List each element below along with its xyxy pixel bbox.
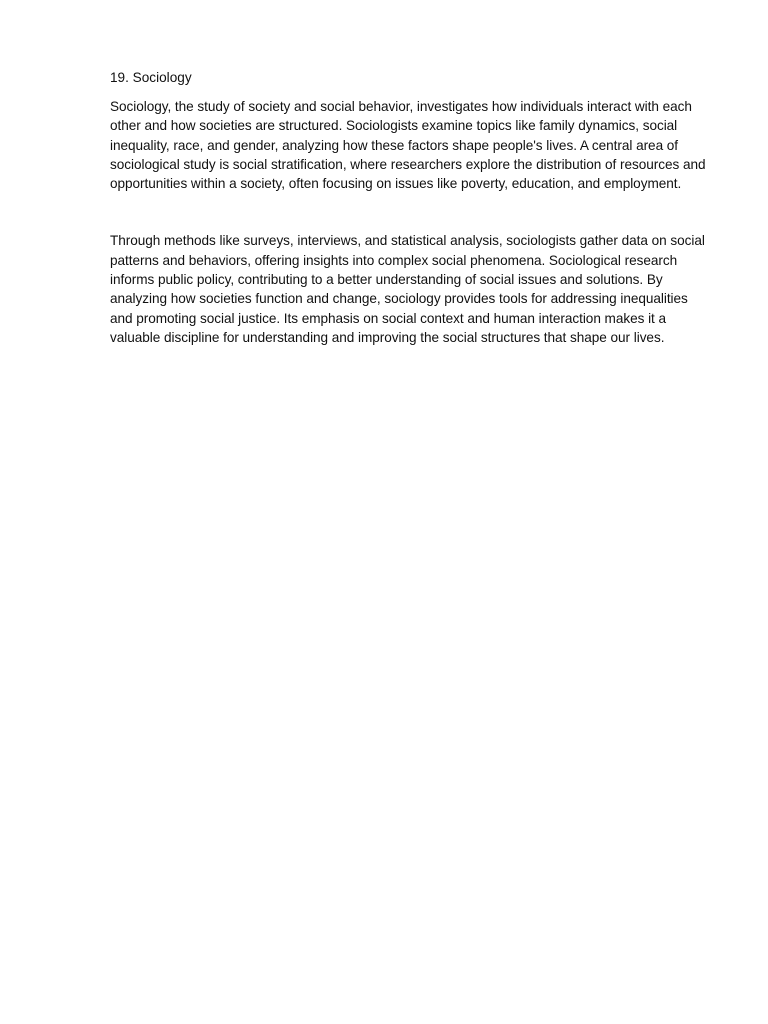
document-page	[110, 68, 710, 347]
section-heading: 19. Sociology	[110, 70, 192, 85]
paragraph-1: Sociology, the study of society and social behavior, investigates how individuals interact with each other and how societies are structured. Sociologists examine topics like family dynamics, social inequality, race, and gender, analyzing how these factors shape people's lives. A central area of sociological study is social stratification, where researchers explore the distribution of resources and opportunities within a society, often focusing on issues like poverty, education, and employment.	[110, 99, 706, 192]
paragraph-2: Through methods like surveys, interviews, and statistical analysis, sociologists gather data on social patterns and behaviors, offering insights into complex social phenomena. Sociological research informs public policy, contributing to a better understanding of social issues and solutions. By analyzing how societies function and change, sociology provides tools for addressing inequalities and promoting social justice. Its emphasis on social context and human interaction makes it a valuable discipline for understanding and improving the social structures that shape our lives.	[110, 233, 705, 345]
